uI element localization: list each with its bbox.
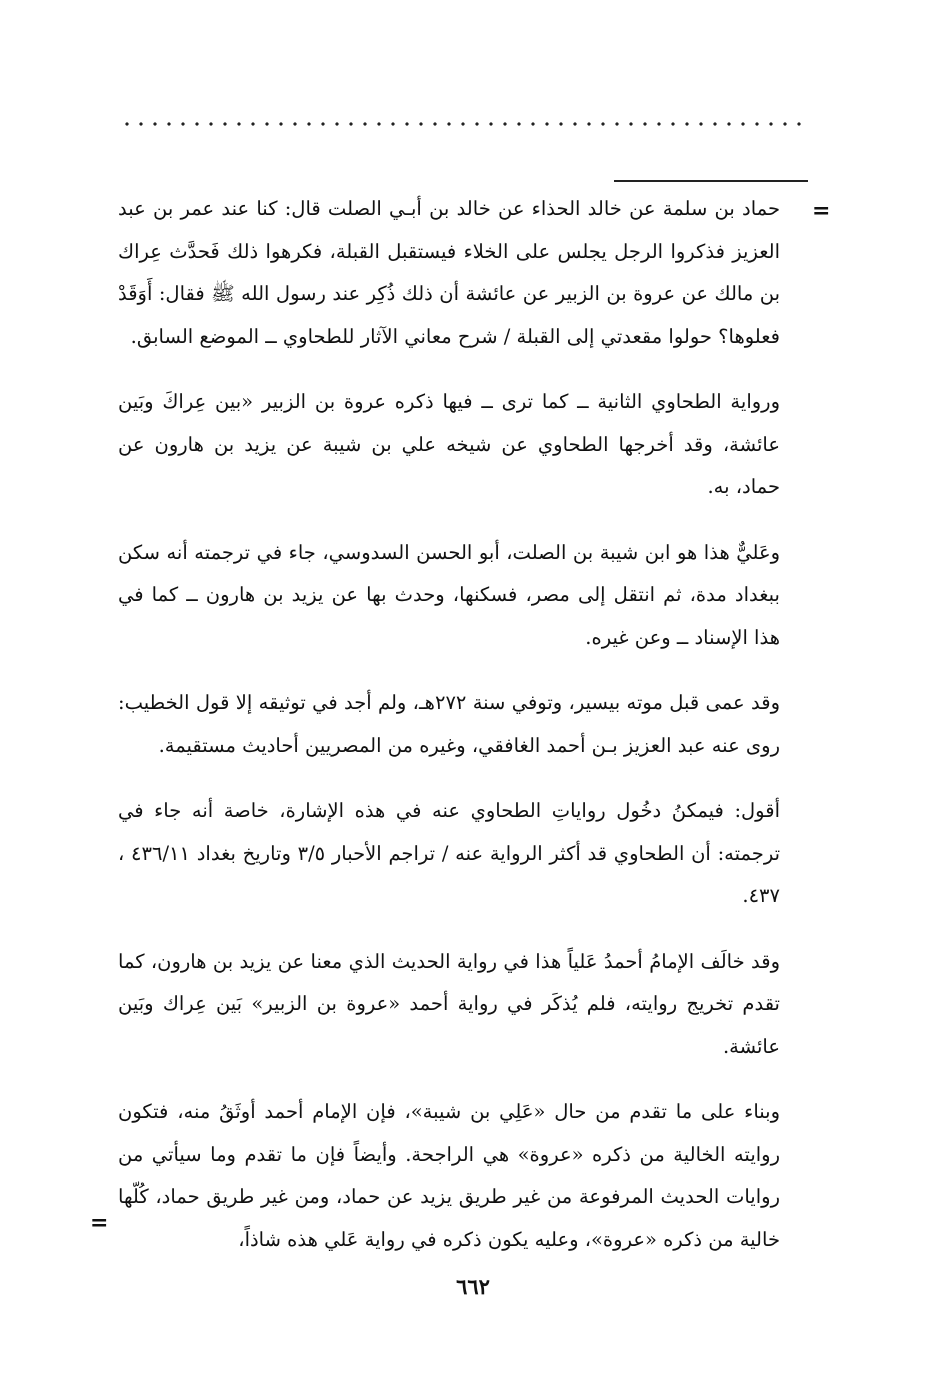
page-number: ٦٦٢ [456,1274,490,1299]
continuation-mark-bottom: = [90,1210,109,1236]
footnote-paragraph: وقد عمى قبل موته بيسير، وتوفي سنة ٢٧٢هـ، ولم أجد في توثيقه إلا قول الخطيب: روى عنه عبد العزيز بـن أحمد الغافقي، وغيره من المصريين أحاديث مستقيمة. [118,691,780,757]
footnote-paragraph: ورواية الطحاوي الثانية ــ كما ترى ــ فيها ذكره عروة بن الزبير «بين عِراكَ وبَين عائشة، وقد أخرجها الطحاوي عن شيخه علي بن شيبة عن يزيد بن هارون عن حماد، به. [118,390,780,498]
footnote-rule [614,180,808,182]
continuation-mark-top: = [812,198,831,224]
footnote-paragraph: وقد خالَف الإمامُ أحمدُ عَلياً هذا في رواية الحديث الذي معنا عن يزيد بن هارون، كما تقدم تخريج روايته، فلم يُذكَر في رواية أحمد «عروة بن الزبير» بَين عِراك وبَين عائشة. [118,949,780,1058]
footnote-paragraph: أقول: فيمكنُ دخُول رواياتِ الطحاوي عنه في هذه الإشارة، خاصة أنه جاء في ترجمته: أن الطحاوي قد أكثر الرواية عنه / تراجم الأحبار ٣/٥ وتاريخ بغداد ٤٣٦/١١ ، ٤٣٧. [118,799,781,907]
footnote-text [118,188,780,1261]
footnote-paragraph: وبناء على ما تقدم من حال «عَلِي بن شيبة»، فإن الإمام أحمد أوثَقُ منه، فتكون روايته الخالية من ذكره «عروة» هي الراجحة. وأيضاً فإن ما تقدم وما سيأتي من روايات الحديث المرفوعة من غير طريق يزيد عن حماد، ومن غير طريق حماد، كُلّها خالية من ذكره «عروة»، وعليه يكون ذكره في رواية عَلي هذه شاذاً، [118,1100,780,1251]
footnote-paragraph: وعَليٌّ هذا هو ابن شيبة بن الصلت، أبو الحسن السدوسي، جاء في ترجمته أنه سكن ببغداد مدة، ثم انتقل إلى مصر، فسكنها، وحدث بها عن يزيد بن هارون ــ كما في هذا الإسناد ــ وعن غيره. [118,540,780,649]
dotted-separator [118,118,808,130]
footnote-paragraph: حماد بن سلمة عن خالد الحذاء عن خالد بن أبـي الصلت قال: كنا عند عمر بن عبد العزيز فذكروا الرجل يجلس على الخلاء فيستقبل القبلة، فكرهوا ذلك فَحدَّث عِراك بن مالك عن عروة بن الزبير عن عائشة أن ذلك ذُكِر عند رسول الله ﷺ فقال: أَوَقَدْ فعلوها؟ حولوا مقعدتي إلى القبلة / شرح معاني الآثار للطحاوي ــ الموضع السابق. [118,197,780,348]
